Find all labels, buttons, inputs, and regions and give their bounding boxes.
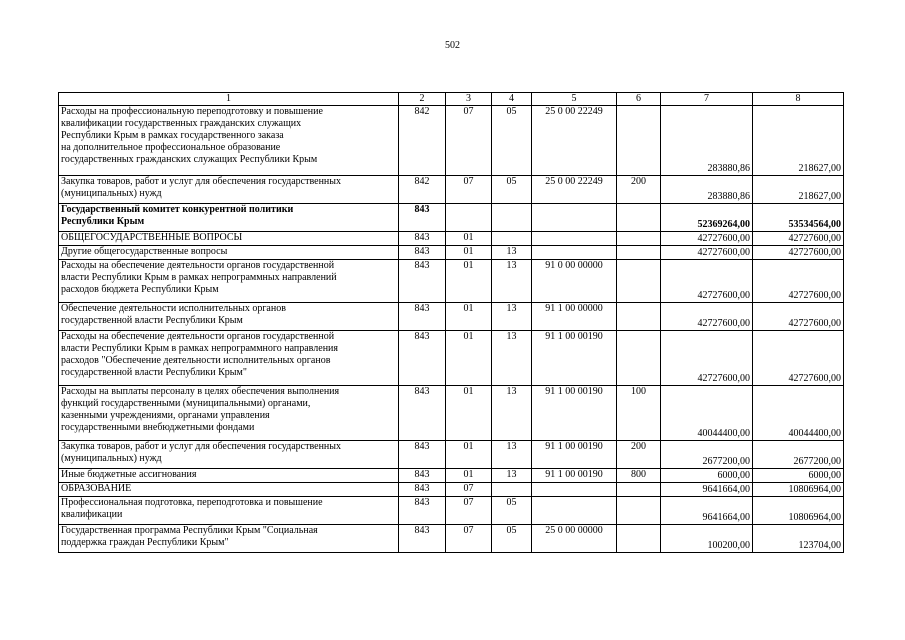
expense-type-cell bbox=[617, 497, 661, 525]
target-article-cell: 91 1 00 00000 bbox=[532, 303, 617, 331]
amount-year1-cell: 42727600,00 bbox=[661, 331, 753, 386]
table-row bbox=[59, 525, 844, 553]
item-name-cell: Расходы на обеспечение деятельности органов государственной власти Республики Крым в рамках непрограммных направлений расходов бюджета Республики Крым bbox=[59, 260, 399, 303]
section-code-cell: 07 bbox=[446, 483, 492, 497]
header-cell: 5 bbox=[532, 93, 617, 106]
ministry-code-cell: 843 bbox=[399, 260, 446, 303]
section-code-cell: 01 bbox=[446, 441, 492, 469]
expense-type-cell bbox=[617, 483, 661, 497]
subsection-code-cell: 05 bbox=[492, 497, 532, 525]
expense-type-cell bbox=[617, 246, 661, 260]
subsection-code-cell: 13 bbox=[492, 246, 532, 260]
subsection-code-cell bbox=[492, 483, 532, 497]
subsection-code-cell: 05 bbox=[492, 176, 532, 204]
item-name-cell: ОБЩЕГОСУДАРСТВЕННЫЕ ВОПРОСЫ bbox=[59, 232, 399, 246]
amount-year2-cell: 42727600,00 bbox=[753, 232, 844, 246]
amount-year2-cell: 40044400,00 bbox=[753, 386, 844, 441]
item-name-cell: Расходы на обеспечение деятельности органов государственной власти Республики Крым в рамках непрограммного направления расходов "Обеспечение деятельности исполнительных органов государственной власти Республики Крым" bbox=[59, 331, 399, 386]
header-cell: 4 bbox=[492, 93, 532, 106]
page-number: 502 bbox=[445, 40, 460, 51]
amount-year1-cell: 42727600,00 bbox=[661, 232, 753, 246]
section-code-cell: 01 bbox=[446, 469, 492, 483]
target-article-cell bbox=[532, 483, 617, 497]
table-row bbox=[59, 246, 844, 260]
section-code-cell: 01 bbox=[446, 260, 492, 303]
budget-table bbox=[58, 92, 844, 553]
target-article-cell: 91 1 00 00190 bbox=[532, 331, 617, 386]
expense-type-cell bbox=[617, 525, 661, 553]
amount-year1-cell: 283880,86 bbox=[661, 176, 753, 204]
subsection-code-cell: 05 bbox=[492, 525, 532, 553]
item-name-cell: Иные бюджетные ассигнования bbox=[59, 469, 399, 483]
target-article-cell bbox=[532, 246, 617, 260]
amount-year2-cell: 10806964,00 bbox=[753, 483, 844, 497]
amount-year1-cell: 100200,00 bbox=[661, 525, 753, 553]
header-cell: 3 bbox=[446, 93, 492, 106]
amount-year2-cell: 218627,00 bbox=[753, 106, 844, 176]
expense-type-cell bbox=[617, 232, 661, 246]
target-article-cell: 25 0 00 22249 bbox=[532, 106, 617, 176]
table-row bbox=[59, 497, 844, 525]
section-code-cell: 01 bbox=[446, 331, 492, 386]
expense-type-cell bbox=[617, 204, 661, 232]
section-code-cell: 01 bbox=[446, 246, 492, 260]
table-header-row bbox=[59, 93, 844, 106]
ministry-code-cell: 843 bbox=[399, 497, 446, 525]
amount-year1-cell: 9641664,00 bbox=[661, 497, 753, 525]
item-name-cell: Обеспечение деятельности исполнительных органов государственной власти Республики Крым bbox=[59, 303, 399, 331]
subsection-code-cell: 13 bbox=[492, 331, 532, 386]
amount-year1-cell: 52369264,00 bbox=[661, 204, 753, 232]
target-article-cell bbox=[532, 204, 617, 232]
table-row bbox=[59, 204, 844, 232]
header-cell: 1 bbox=[59, 93, 399, 106]
expense-type-cell bbox=[617, 303, 661, 331]
item-name-cell: Государственная программа Республики Крым "Социальная поддержка граждан Республики Крым" bbox=[59, 525, 399, 553]
item-name-cell: Закупка товаров, работ и услуг для обеспечения государственных (муниципальных) нужд bbox=[59, 176, 399, 204]
ministry-code-cell: 843 bbox=[399, 204, 446, 232]
amount-year1-cell: 42727600,00 bbox=[661, 260, 753, 303]
subsection-code-cell: 13 bbox=[492, 386, 532, 441]
item-name-cell: ОБРАЗОВАНИЕ bbox=[59, 483, 399, 497]
table-row bbox=[59, 483, 844, 497]
amount-year1-cell: 40044400,00 bbox=[661, 386, 753, 441]
ministry-code-cell: 842 bbox=[399, 106, 446, 176]
amount-year1-cell: 6000,00 bbox=[661, 469, 753, 483]
table-row bbox=[59, 469, 844, 483]
header-cell: 2 bbox=[399, 93, 446, 106]
table-row bbox=[59, 303, 844, 331]
ministry-code-cell: 842 bbox=[399, 176, 446, 204]
target-article-cell: 91 0 00 00000 bbox=[532, 260, 617, 303]
section-code-cell: 07 bbox=[446, 106, 492, 176]
section-code-cell: 07 bbox=[446, 497, 492, 525]
expense-type-cell bbox=[617, 260, 661, 303]
amount-year2-cell: 6000,00 bbox=[753, 469, 844, 483]
target-article-cell bbox=[532, 232, 617, 246]
subsection-code-cell: 13 bbox=[492, 469, 532, 483]
ministry-code-cell: 843 bbox=[399, 246, 446, 260]
header-cell: 8 bbox=[753, 93, 844, 106]
amount-year2-cell: 2677200,00 bbox=[753, 441, 844, 469]
amount-year2-cell: 53534564,00 bbox=[753, 204, 844, 232]
amount-year2-cell: 42727600,00 bbox=[753, 303, 844, 331]
table-row bbox=[59, 441, 844, 469]
section-code-cell bbox=[446, 204, 492, 232]
table-row bbox=[59, 176, 844, 204]
target-article-cell bbox=[532, 497, 617, 525]
item-name-cell: Профессиональная подготовка, переподготовка и повышение квалификации bbox=[59, 497, 399, 525]
amount-year1-cell: 9641664,00 bbox=[661, 483, 753, 497]
expense-type-cell: 200 bbox=[617, 441, 661, 469]
item-name-cell: Закупка товаров, работ и услуг для обеспечения государственных (муниципальных) нужд bbox=[59, 441, 399, 469]
ministry-code-cell: 843 bbox=[399, 232, 446, 246]
ministry-code-cell: 843 bbox=[399, 469, 446, 483]
item-name-cell: Расходы на профессиональную переподготовку и повышение квалификации государственных гражданских служащих Республики Крым в рамках государственного заказа на дополнительное профессиональное образование государственных гражданских служащих Республики Крым bbox=[59, 106, 399, 176]
subsection-code-cell bbox=[492, 232, 532, 246]
ministry-code-cell: 843 bbox=[399, 483, 446, 497]
amount-year2-cell: 42727600,00 bbox=[753, 246, 844, 260]
expense-type-cell bbox=[617, 331, 661, 386]
amount-year1-cell: 283880,86 bbox=[661, 106, 753, 176]
amount-year1-cell: 42727600,00 bbox=[661, 246, 753, 260]
header-cell: 6 bbox=[617, 93, 661, 106]
section-code-cell: 01 bbox=[446, 232, 492, 246]
section-code-cell: 07 bbox=[446, 176, 492, 204]
target-article-cell: 25 0 00 22249 bbox=[532, 176, 617, 204]
subsection-code-cell: 05 bbox=[492, 106, 532, 176]
amount-year2-cell: 42727600,00 bbox=[753, 260, 844, 303]
subsection-code-cell: 13 bbox=[492, 441, 532, 469]
section-code-cell: 01 bbox=[446, 386, 492, 441]
ministry-code-cell: 843 bbox=[399, 441, 446, 469]
target-article-cell: 25 0 00 00000 bbox=[532, 525, 617, 553]
subsection-code-cell bbox=[492, 204, 532, 232]
table-row bbox=[59, 232, 844, 246]
table-row bbox=[59, 260, 844, 303]
item-name-cell: Государственный комитет конкурентной политики Республики Крым bbox=[59, 204, 399, 232]
expense-type-cell: 800 bbox=[617, 469, 661, 483]
expense-type-cell bbox=[617, 106, 661, 176]
ministry-code-cell: 843 bbox=[399, 525, 446, 553]
ministry-code-cell: 843 bbox=[399, 386, 446, 441]
item-name-cell: Расходы на выплаты персоналу в целях обеспечения выполнения функций государственными (муниципальными) органами, казенными учреждениями, органами управления государственными внебюджетными фондами bbox=[59, 386, 399, 441]
target-article-cell: 91 1 00 00190 bbox=[532, 469, 617, 483]
table-row bbox=[59, 106, 844, 176]
amount-year2-cell: 123704,00 bbox=[753, 525, 844, 553]
amount-year2-cell: 10806964,00 bbox=[753, 497, 844, 525]
target-article-cell: 91 1 00 00190 bbox=[532, 441, 617, 469]
amount-year2-cell: 42727600,00 bbox=[753, 331, 844, 386]
item-name-cell: Другие общегосударственные вопросы bbox=[59, 246, 399, 260]
ministry-code-cell: 843 bbox=[399, 303, 446, 331]
amount-year1-cell: 42727600,00 bbox=[661, 303, 753, 331]
target-article-cell: 91 1 00 00190 bbox=[532, 386, 617, 441]
table-row bbox=[59, 331, 844, 386]
subsection-code-cell: 13 bbox=[492, 260, 532, 303]
section-code-cell: 07 bbox=[446, 525, 492, 553]
expense-type-cell: 100 bbox=[617, 386, 661, 441]
header-cell: 7 bbox=[661, 93, 753, 106]
table-row bbox=[59, 386, 844, 441]
amount-year1-cell: 2677200,00 bbox=[661, 441, 753, 469]
subsection-code-cell: 13 bbox=[492, 303, 532, 331]
ministry-code-cell: 843 bbox=[399, 331, 446, 386]
expense-type-cell: 200 bbox=[617, 176, 661, 204]
amount-year2-cell: 218627,00 bbox=[753, 176, 844, 204]
section-code-cell: 01 bbox=[446, 303, 492, 331]
